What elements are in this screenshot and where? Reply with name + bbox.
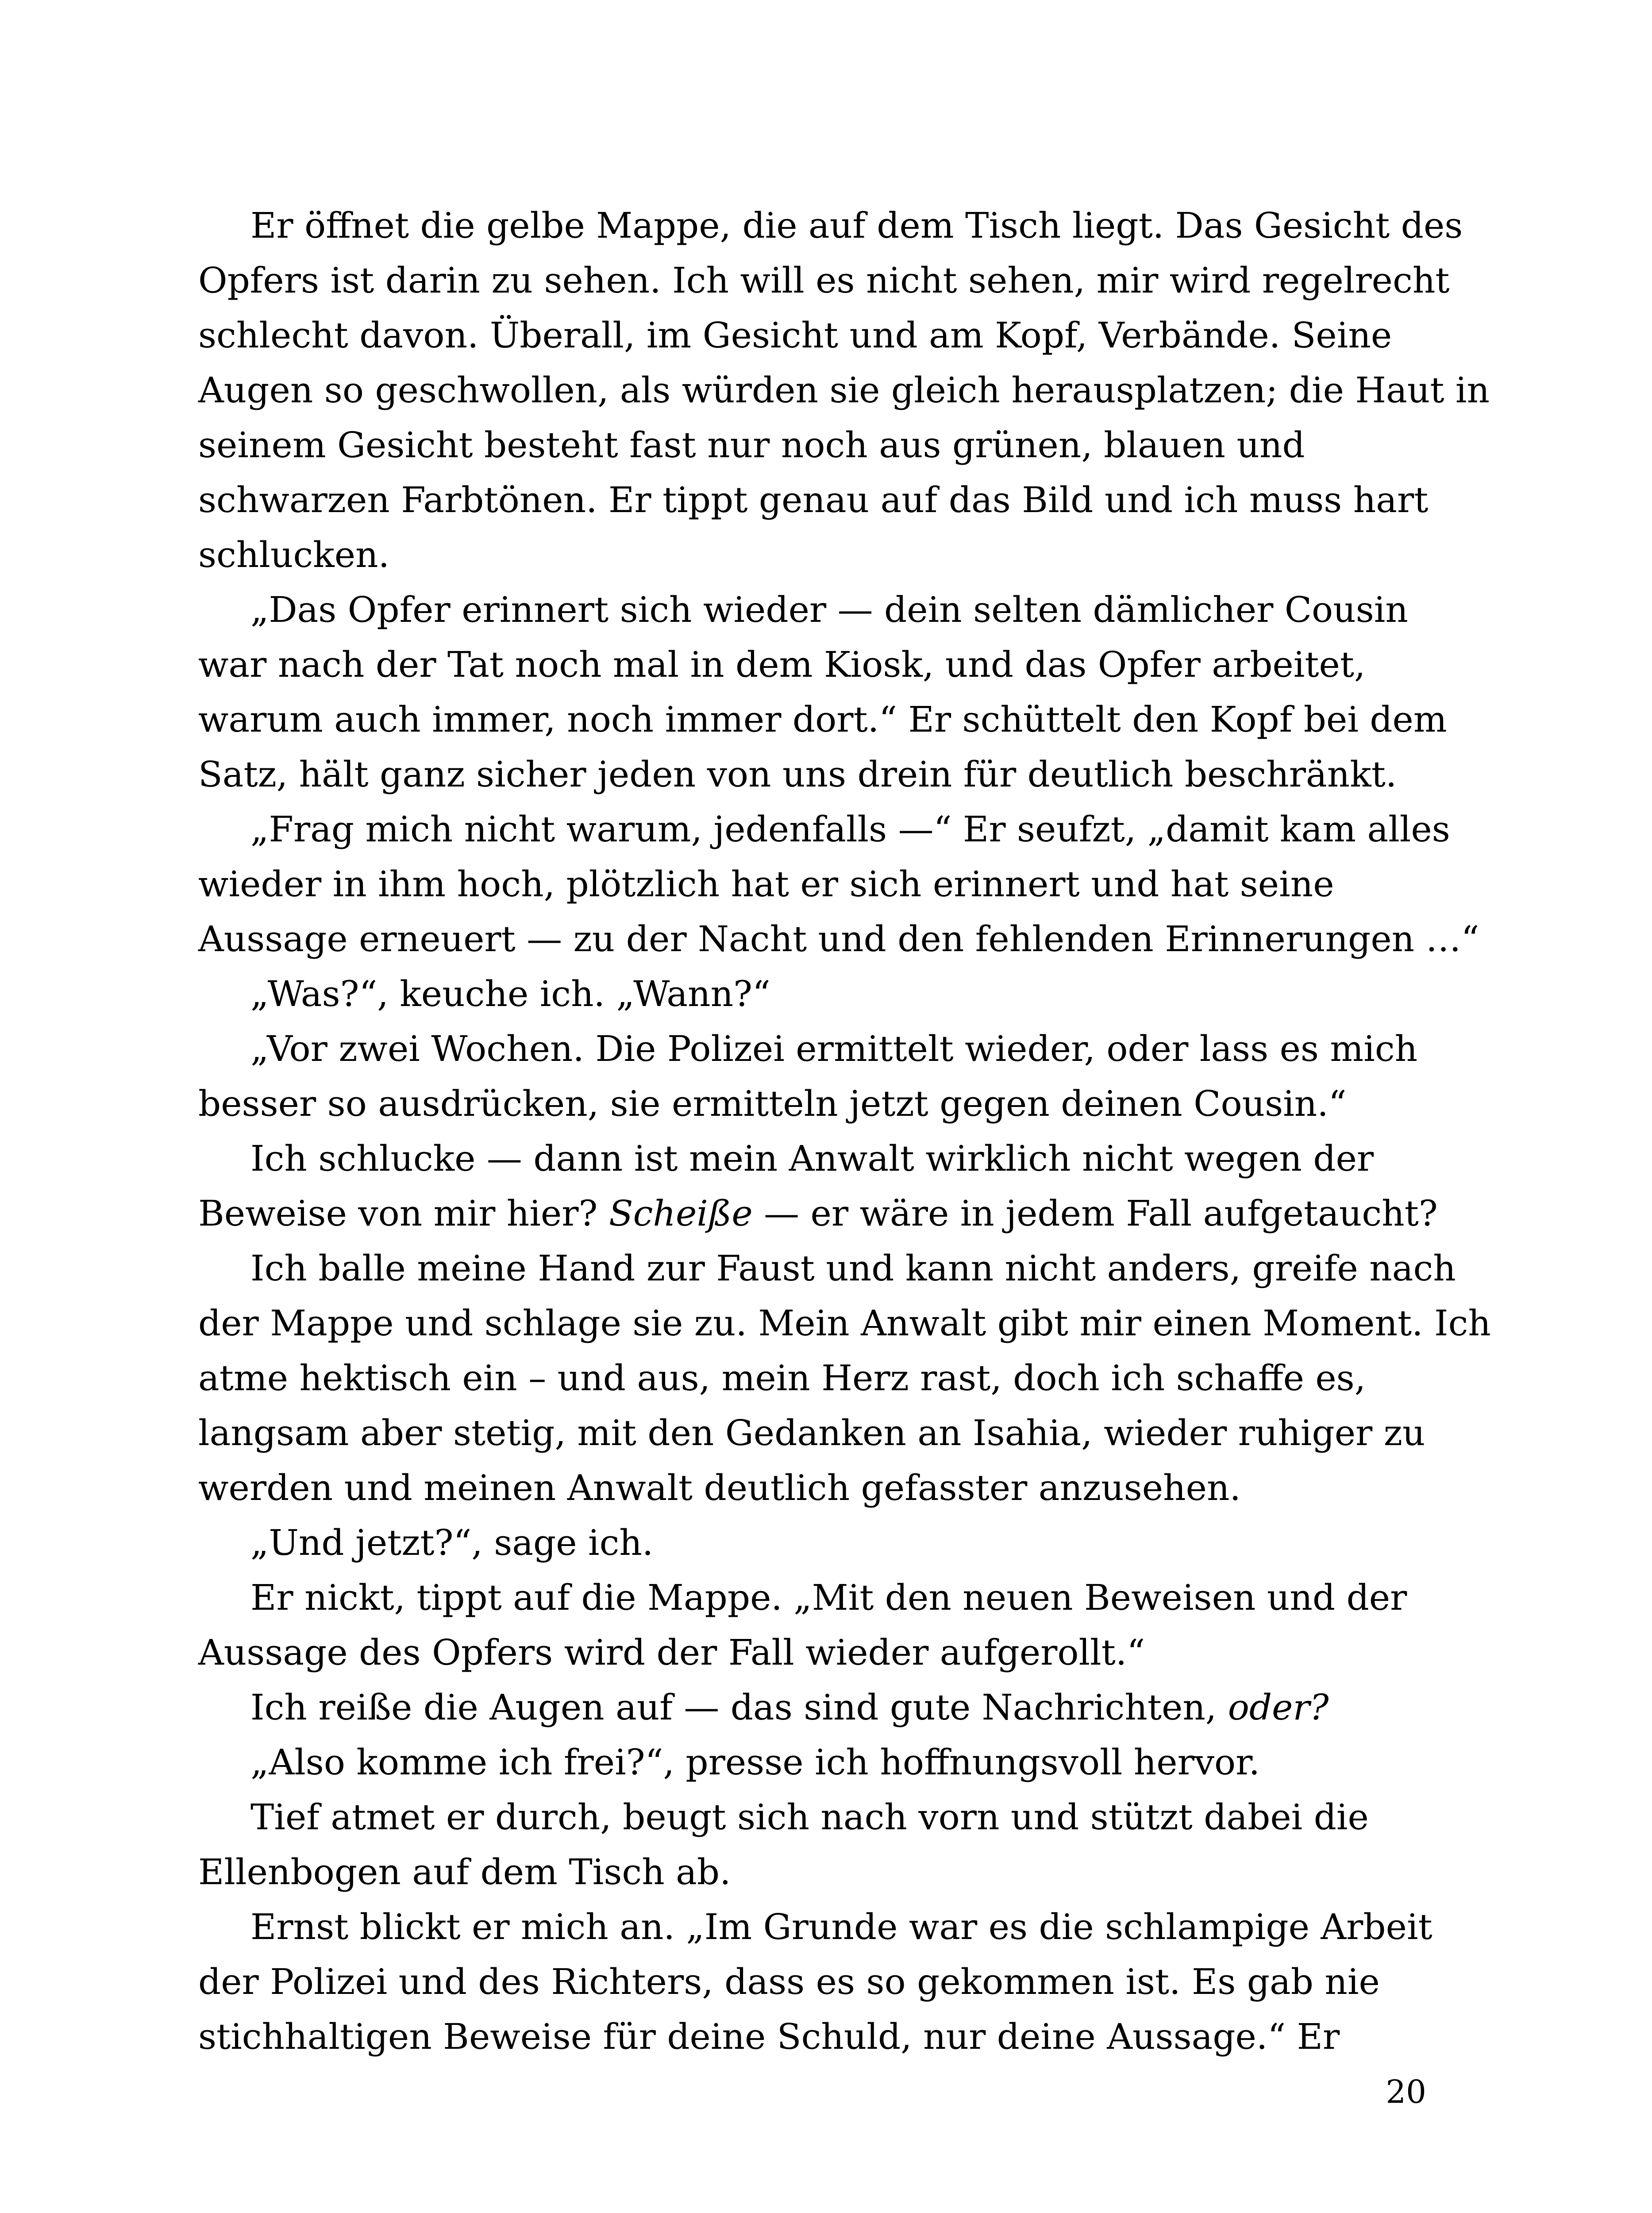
- text-line: seinem Gesicht besteht fast nur noch aus grünen, blauen und: [198, 424, 1305, 466]
- page-number: 20: [1386, 2073, 1426, 2110]
- italic-text: Scheiße: [608, 1193, 753, 1234]
- text-line: „Das Opfer erinnert sich wieder — dein selten dämlicher Cousin: [250, 589, 1408, 630]
- text-line: der Mappe und schlage sie zu. Mein Anwalt gibt mir einen Moment. Ich: [198, 1303, 1491, 1344]
- text-line: war nach der Tat noch mal in dem Kiosk, und das Opfer arbeitet,: [198, 644, 1366, 685]
- text-line: Opfers ist darin zu sehen. Ich will es nicht sehen, mir wird regelrecht: [198, 260, 1450, 301]
- text-line: Er öffnet die gelbe Mappe, die auf dem Tisch liegt. Das Gesicht des: [250, 205, 1463, 246]
- text-line: Aussage des Opfers wird der Fall wieder aufgerollt.“: [198, 1632, 1145, 1673]
- text-line: langsam aber stetig, mit den Gedanken an Isahia, wieder ruhiger zu: [198, 1412, 1425, 1453]
- text-line: warum auch immer, noch immer dort.“ Er schüttelt den Kopf bei dem: [198, 699, 1447, 740]
- text-line: schlecht davon. Überall, im Gesicht und am Kopf, Verbände. Seine: [198, 315, 1392, 356]
- text-line: [198, 1680, 1426, 1735]
- text-line: „Vor zwei Wochen. Die Polizei ermittelt wieder, oder lass es mich: [250, 1028, 1418, 1069]
- text-line: „Und jetzt?“, sage ich.: [250, 1522, 654, 1563]
- text-line: werden und meinen Anwalt deutlich gefasster anzusehen.: [198, 1467, 1241, 1508]
- text-line: Ich balle meine Hand zur Faust und kann nicht anders, greife nach: [250, 1248, 1456, 1289]
- text-line: „Was?“, keuche ich. „Wann?“: [250, 973, 770, 1014]
- text-line: schwarzen Farbtönen. Er tippt genau auf das Bild und ich muss hart: [198, 479, 1429, 520]
- text-line: Satz, hält ganz sicher jeden von uns drein für deutlich beschränkt.: [198, 754, 1397, 795]
- text-line: „Frag mich nicht warum, jedenfalls —“ Er seufzt, „damit kam alles: [250, 809, 1450, 850]
- text-line: stichhaltigen Beweise für deine Schuld, nur deine Aussage.“ Er: [198, 2016, 1340, 2057]
- text-line: „Also komme ich frei?“, presse ich hoffnungsvoll hervor.: [250, 1742, 1260, 1783]
- text-line: besser so ausdrücken, sie ermitteln jetzt gegen deinen Cousin.“: [198, 1083, 1347, 1124]
- text-line: Er nickt, tippt auf die Mappe. „Mit den neuen Beweisen und der: [250, 1577, 1407, 1618]
- text-segment: Beweise von mir hier?: [198, 1193, 609, 1234]
- body-text: [198, 198, 1491, 2064]
- italic-text: oder?: [1228, 1687, 1329, 1728]
- text-line: Ich schlucke — dann ist mein Anwalt wirklich nicht wegen der: [250, 1138, 1374, 1179]
- text-line: Ernst blickt er mich an. „Im Grunde war es die schlampige Arbeit: [250, 1906, 1433, 1947]
- text-line: schlucken.: [198, 534, 390, 575]
- text-line: wieder in ihm hoch, plötzlich hat er sich erinnert und hat seine: [198, 864, 1334, 905]
- text-line: Aussage erneuert — zu der Nacht und den fehlenden Erinnerungen …“: [198, 918, 1479, 960]
- text-segment: Ich reiße die Augen auf — das sind gute Nachrichten,: [250, 1687, 1228, 1728]
- text-line: Tief atmet er durch, beugt sich nach vorn und stützt dabei die: [250, 1797, 1369, 1838]
- text-line: [198, 1186, 1438, 1241]
- text-line: atme hektisch ein – und aus, mein Herz rast, doch ich schaffe es,: [198, 1357, 1366, 1399]
- text-line: Ellenbogen auf dem Tisch ab.: [198, 1851, 731, 1893]
- text-segment: — er wäre in jedem Fall aufgetaucht?: [752, 1193, 1438, 1234]
- text-line: Augen so geschwollen, als würden sie gleich herausplatzen; die Haut in: [198, 370, 1490, 411]
- text-line: der Polizei und des Richters, dass es so gekommen ist. Es gab nie: [198, 1961, 1380, 2002]
